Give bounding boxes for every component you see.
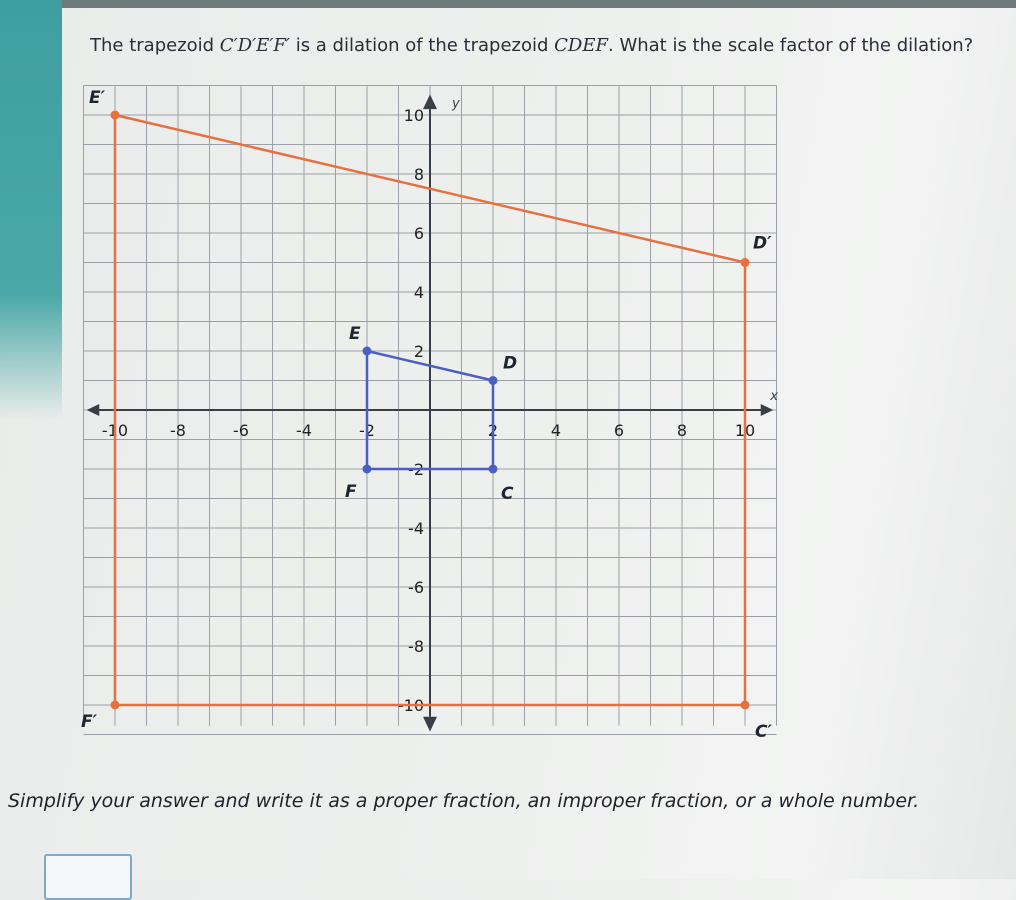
original-shape-name: CDEF [554, 35, 608, 56]
original-vertex-point [363, 347, 372, 356]
y-tick-label: 10 [403, 106, 424, 125]
x-tick-label: 6 [613, 421, 625, 440]
x-tick-label: 2 [487, 421, 499, 440]
x-axis-arrow-right [761, 404, 774, 416]
x-tick-label: 10 [734, 421, 756, 440]
y-axis-label: y [452, 96, 460, 112]
y-tick-label: 2 [413, 342, 424, 361]
y-tick-label: -10 [397, 696, 424, 715]
x-tick-label: 8 [676, 421, 688, 440]
image-vertex-label: C′ [755, 722, 772, 742]
image-vertex-point [741, 258, 750, 267]
x-tick-label: -10 [101, 421, 129, 440]
x-tick-label: -8 [170, 421, 186, 440]
y-tick-label: 8 [413, 165, 424, 184]
y-axis-arrow-up [423, 94, 437, 109]
x-axis-label: x [770, 389, 778, 404]
original-vertex-point [363, 465, 372, 474]
image-shape-name: C′D′E′F′ [219, 35, 290, 56]
x-tick-label: -2 [359, 421, 375, 440]
y-tick-label: 4 [413, 283, 424, 302]
x-axis-arrow-left [87, 404, 100, 416]
question-part-3: . What is the scale factor of the dilation? [608, 35, 974, 56]
image-vertex-label: F′ [81, 712, 98, 732]
y-tick-label: -8 [408, 637, 424, 656]
image-vertex-point [741, 701, 750, 710]
question-part-2: is a dilation of the trapezoid [289, 35, 555, 56]
original-vertex-label: D [503, 353, 518, 374]
original-vertex-point [489, 465, 498, 474]
image-vertex-point [111, 701, 120, 710]
original-vertex-point [489, 376, 498, 385]
y-tick-label: -6 [408, 578, 424, 597]
image-vertex-label: D′ [753, 233, 772, 254]
y-axis-arrow-down [423, 717, 437, 732]
x-tick-label: -6 [233, 421, 249, 440]
image-vertex-label: E′ [89, 88, 106, 108]
original-vertex-label: E [349, 324, 361, 344]
original-vertex-label: F [345, 482, 357, 502]
original-vertex-label: C [501, 484, 514, 504]
question-part-1: The trapezoid [90, 35, 220, 56]
answer-instructions: Simplify your answer and write it as a proper fraction, an improper fraction, or a whole number. [8, 790, 920, 812]
image-vertex-point [111, 111, 120, 120]
y-tick-label: -2 [408, 460, 424, 479]
x-tick-label: -4 [296, 421, 312, 440]
answer-input[interactable] [44, 854, 132, 900]
x-tick-label: 4 [550, 421, 562, 440]
y-tick-label: -4 [408, 519, 424, 538]
y-tick-label: 6 [413, 224, 424, 243]
